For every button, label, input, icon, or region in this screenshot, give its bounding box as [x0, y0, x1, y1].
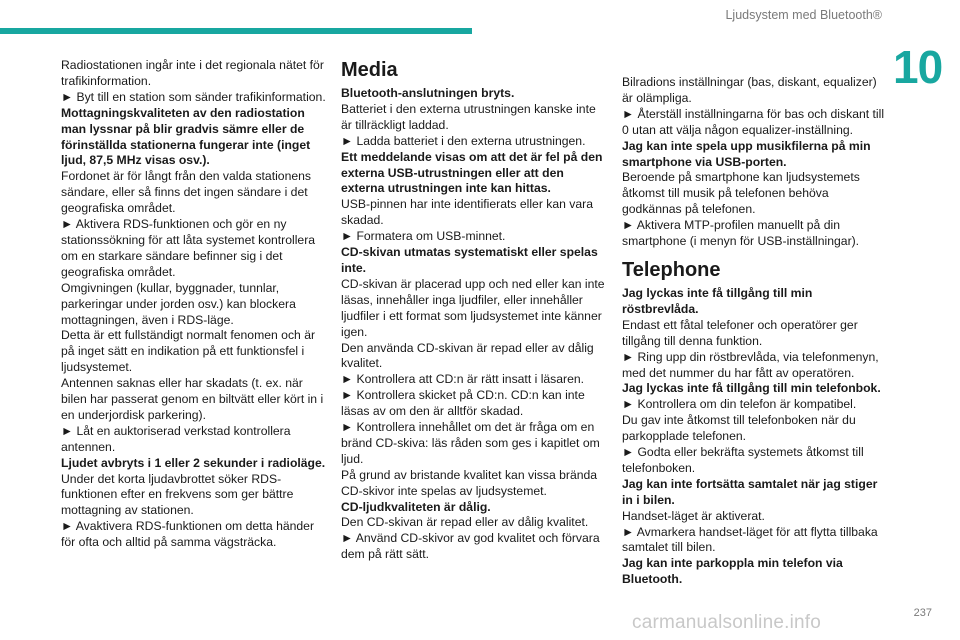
- question-heading: Ett meddelande visas om att det är fel på den externa USB-utrustningen eller att den externa utrustningen inte kan hittas.: [341, 149, 603, 196]
- body-paragraph: ► Kontrollera att CD:n är rätt insatt i läsaren.: [341, 372, 585, 387]
- column-radio: [61, 58, 326, 551]
- body-paragraph: ► Låt en auktoriserad verkstad kontrollera antennen.: [61, 423, 291, 454]
- body-paragraph: ► Ladda batteriet i den externa utrustningen.: [341, 133, 586, 148]
- body-paragraph: ► Aktivera MTP-profilen manuellt på din smartphone (i menyn för USB-inställningar).: [622, 218, 860, 249]
- body-paragraph: Radiostationen ingår inte i det regionala nätet för trafikinformation.: [61, 58, 324, 88]
- question-heading: Jag kan inte spela upp musikfilerna på min smartphone via USB-porten.: [622, 138, 871, 169]
- body-paragraph: ► Avaktivera RDS-funktionen om detta händer för ofta och alltid på samma vägsträcka.: [61, 519, 315, 550]
- body-paragraph: ► Formatera om USB-minnet.: [341, 229, 506, 244]
- body-paragraph: Antennen saknas eller har skadats (t. ex. när bilen har passerat genom en biltvätt eller kört in i en underjordisk parkering).: [61, 376, 324, 422]
- body-paragraph: ► Ring upp din röstbrevlåda, via telefonmenyn, med det nummer du har fått av operatören.: [622, 349, 879, 380]
- body-paragraph: ► Kontrollera om din telefon är kompatibel.: [622, 397, 857, 412]
- header-accent-bar: [0, 28, 472, 34]
- body-paragraph: Bilradions inställningar (bas, diskant, equalizer) är olämpliga.: [622, 75, 877, 105]
- body-paragraph: Den använda CD-skivan är repad eller av dålig kvalitet.: [341, 340, 594, 371]
- body-paragraph: Detta är ett fullständigt normalt fenomen och är på inget sätt en indikation på ett funktionsfel i ljudsystemet.: [61, 328, 316, 375]
- body-paragraph: ► Godta eller bekräfta systemets åtkomst till telefonboken.: [622, 445, 864, 475]
- body-paragraph: CD-skivan är placerad upp och ned eller kan inte läsas, innehåller inga ljudfiler, eller innehåller ljudfiler i ett format som ljudsystemet inte känner igen.: [341, 276, 605, 339]
- question-heading: Jag kan inte parkoppla min telefon via Bluetooth.: [622, 556, 843, 587]
- watermark-text: carmanualsonline.info: [632, 612, 822, 633]
- media-continued-paragraphs: [622, 75, 887, 250]
- page-header-title: Ljudsystem med Bluetooth®: [725, 8, 882, 22]
- body-paragraph: Batteriet i den externa utrustningen kanske inte är tillräckligt laddad.: [341, 101, 596, 132]
- body-paragraph: ► Byt till en station som sänder trafikinformation.: [61, 89, 326, 104]
- body-paragraph: ► Avmarkera handset-läget för att flytta tillbaka samtalet till bilen.: [622, 524, 878, 555]
- media-paragraphs: [341, 86, 606, 563]
- page-number: 237: [913, 607, 932, 619]
- body-paragraph: Under det korta ljudavbrottet söker RDS-funktionen efter en frekvens som ger bättre mottagning av stationen.: [61, 471, 294, 518]
- body-paragraph: Du gav inte åtkomst till telefonboken när du parkopplade telefonen.: [622, 413, 856, 444]
- body-paragraph: Handset-läget är aktiverat.: [622, 508, 765, 523]
- body-paragraph: På grund av bristande kvalitet kan vissa brända CD-skivor inte spelas av ljudsystemet.: [341, 467, 598, 498]
- question-heading: Jag kan inte fortsätta samtalet när jag stiger in i bilen.: [622, 476, 878, 507]
- body-paragraph: ► Kontrollera innehållet om det är fråga om en bränd CD-skiva: läs råden som ges i kapitlet om ljud.: [341, 420, 600, 466]
- telephone-paragraphs: [622, 286, 887, 588]
- body-paragraph: Beroende på smartphone kan ljudsystemets åtkomst till musik på telefonen behöva godkännas på telefonen.: [622, 170, 860, 217]
- body-paragraph: ► Återställ inställningarna för bas och diskant till 0 utan att välja någon equalizer-inställning.: [622, 106, 885, 137]
- body-paragraph: ► Använd CD-skivor av god kvalitet och förvara dem på rätt sätt.: [341, 531, 600, 562]
- section-heading-telephone: Telephone: [622, 258, 721, 281]
- question-heading: Jag lyckas inte få tillgång till min röstbrevlåda.: [622, 285, 813, 316]
- body-paragraph: Omgivningen (kullar, byggnader, tunnlar, parkeringar under jorden osv.) kan blockera mottagningen, även i RDS-läge.: [61, 280, 296, 327]
- column-media: [341, 58, 606, 563]
- question-heading: Jag lyckas inte få tillgång till min telefonbok.: [622, 381, 881, 396]
- column-telephone: [622, 75, 887, 588]
- body-paragraph: ► Kontrollera skicket på CD:n. CD:n kan inte läsas av om den är alltför skadad.: [341, 388, 585, 419]
- chapter-number: 10: [893, 41, 943, 93]
- body-paragraph: Fordonet är för långt från den valda stationens sändare, eller så finns det ingen sändare i det geografiska området.: [61, 169, 311, 216]
- body-paragraph: USB-pinnen har inte identifierats eller kan vara skadad.: [341, 197, 594, 228]
- section-heading-media: Media: [341, 59, 398, 81]
- body-paragraph: Den CD-skivan är repad eller av dålig kvalitet.: [341, 515, 589, 530]
- question-heading: Ljudet avbryts i 1 eller 2 sekunder i radioläge.: [61, 455, 326, 470]
- question-heading: Bluetooth-anslutningen bryts.: [341, 86, 515, 100]
- body-paragraph: Endast ett fåtal telefoner och operatörer ger tillgång till denna funktion.: [622, 317, 858, 348]
- question-heading: CD-ljudkvaliteten är dålig.: [341, 499, 491, 514]
- body-paragraph: ► Aktivera RDS-funktionen och gör en ny stationssökning för att låta systemet kontrollera om en starkare sändare befinner sig i det geografiska området.: [61, 217, 316, 279]
- question-heading: CD-skivan utmatas systematiskt eller spelas inte.: [341, 245, 598, 275]
- question-heading: Mottagningskvaliteten av den radiostation man lyssnar på blir gradvis sämre eller de förinställda stationerna fungerar inte (inget ljud, 87,5 MHz visas osv.).: [61, 105, 311, 168]
